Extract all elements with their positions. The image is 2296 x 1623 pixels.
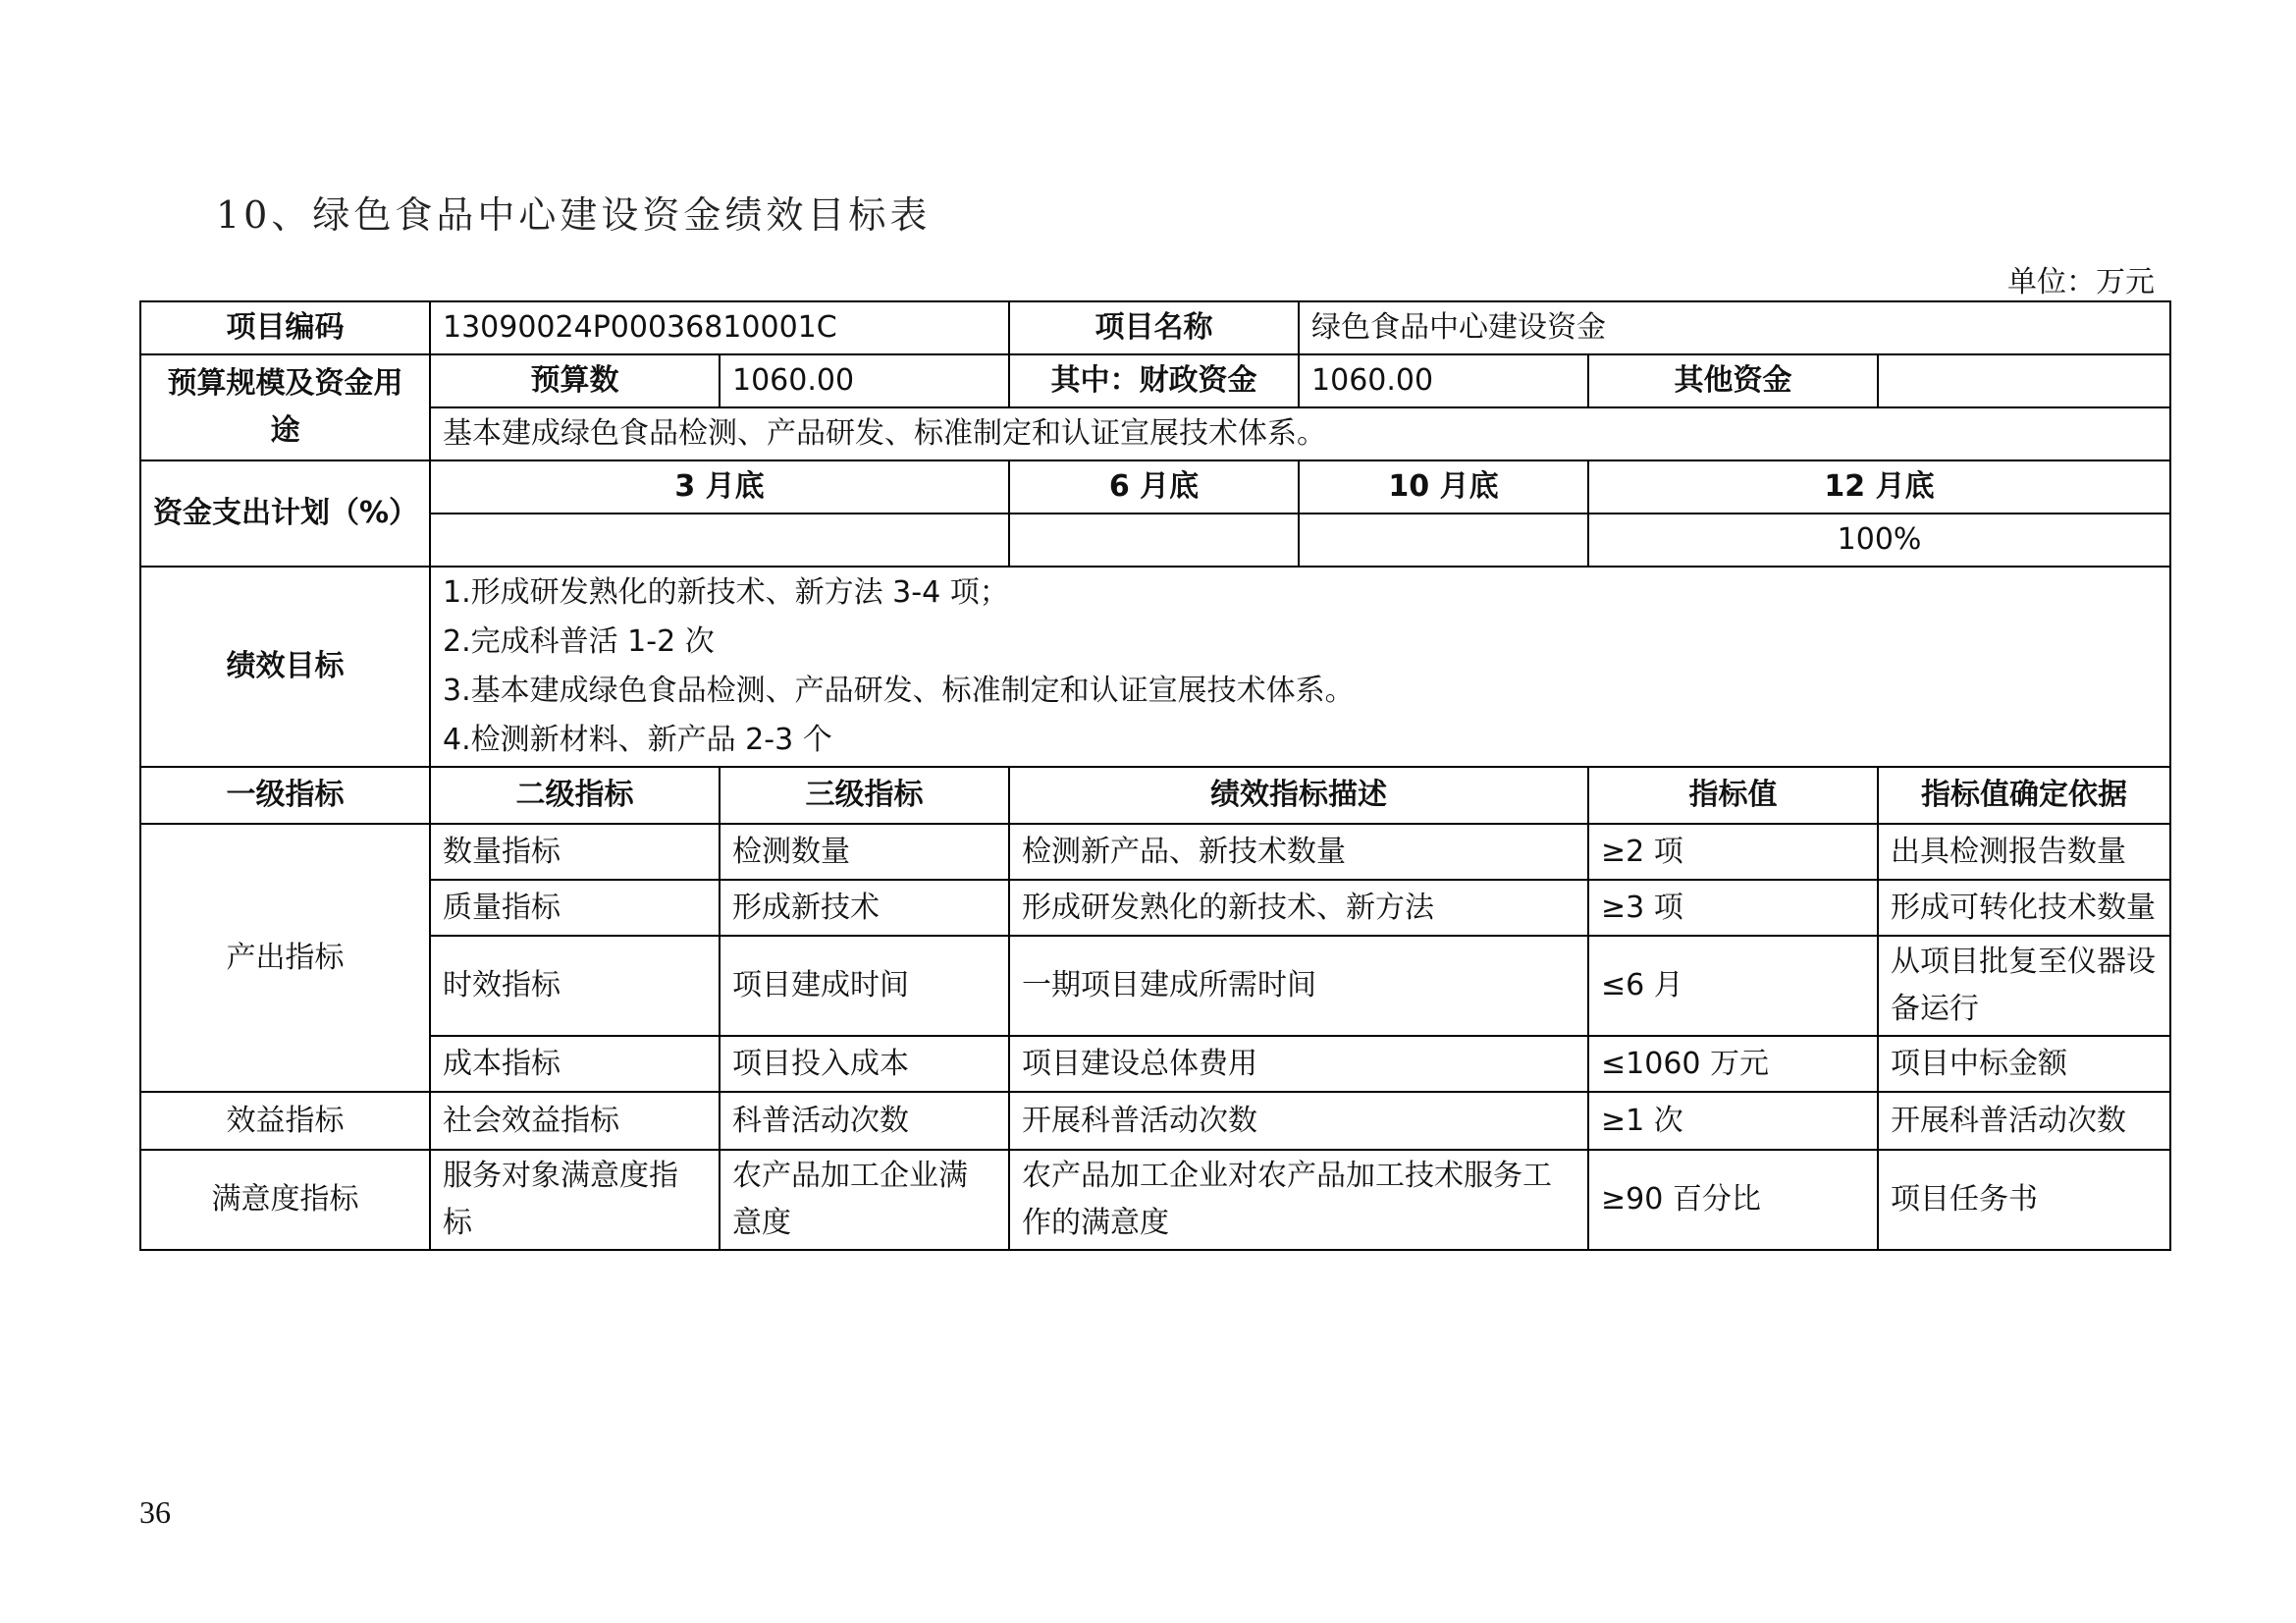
level2-cell: 数量指标 [430, 824, 720, 880]
goals-row [140, 567, 2170, 767]
budget-amount-label: 预算数 [430, 354, 720, 407]
plan-month: 12 月底 [1588, 460, 2170, 514]
value-cell: ≤6 月 [1588, 936, 1878, 1036]
budget-amount: 1060.00 [720, 354, 1009, 407]
header-level2: 二级指标 [430, 767, 720, 824]
level2-cell: 时效指标 [430, 936, 720, 1036]
value-cell: ≤1060 万元 [1588, 1036, 1878, 1092]
performance-target-table [139, 300, 2171, 1251]
level2-cell: 社会效益指标 [430, 1092, 720, 1150]
table-row [140, 1092, 2170, 1150]
plan-month: 6 月底 [1009, 460, 1299, 514]
fiscal-funds: 1060.00 [1299, 354, 1588, 407]
description-cell: 项目建设总体费用 [1009, 1036, 1588, 1092]
indicator-header-row [140, 767, 2170, 824]
level3-cell: 农产品加工企业满意度 [720, 1150, 1009, 1250]
value-cell: ≥2 项 [1588, 824, 1878, 880]
budget-usage: 基本建成绿色食品检测、产品研发、标准制定和认证宣展技术体系。 [430, 407, 2170, 460]
basis-cell: 从项目批复至仪器设备运行 [1878, 936, 2170, 1036]
header-level1: 一级指标 [140, 767, 430, 824]
plan-header-row [140, 460, 2170, 514]
basis-cell: 形成可转化技术数量 [1878, 880, 2170, 936]
document-title: 10、绿色食品中心建设资金绩效目标表 [216, 193, 932, 237]
budget-label: 预算规模及资金用途 [140, 354, 430, 460]
table-row [140, 880, 2170, 936]
plan-value-row [140, 514, 2170, 567]
plan-month: 10 月底 [1299, 460, 1588, 514]
plan-label: 资金支出计划（%） [140, 460, 430, 567]
level2-cell: 成本指标 [430, 1036, 720, 1092]
header-value: 指标值 [1588, 767, 1878, 824]
plan-value [1299, 514, 1588, 567]
basis-cell: 项目中标金额 [1878, 1036, 2170, 1092]
level1-benefit: 效益指标 [140, 1092, 430, 1150]
description-cell: 农产品加工企业对农产品加工技术服务工作的满意度 [1009, 1150, 1588, 1250]
other-funds-label: 其他资金 [1588, 354, 1878, 407]
level2-cell: 服务对象满意度指标 [430, 1150, 720, 1250]
level3-cell: 检测数量 [720, 824, 1009, 880]
basis-cell: 开展科普活动次数 [1878, 1092, 2170, 1150]
description-cell: 形成研发熟化的新技术、新方法 [1009, 880, 1588, 936]
level2-cell: 质量指标 [430, 880, 720, 936]
level3-cell: 项目建成时间 [720, 936, 1009, 1036]
goal-item: 4.检测新材料、新产品 2-3 个 [443, 723, 832, 757]
level3-cell: 项目投入成本 [720, 1036, 1009, 1092]
value-cell: ≥1 次 [1588, 1092, 1878, 1150]
goals-label: 绩效目标 [140, 567, 430, 767]
table-row [140, 1150, 2170, 1250]
plan-value [430, 514, 1009, 567]
unit-label: 单位：万元 [2007, 265, 2155, 299]
description-cell: 开展科普活动次数 [1009, 1092, 1588, 1150]
level3-cell: 形成新技术 [720, 880, 1009, 936]
project-name: 绿色食品中心建设资金 [1299, 301, 2170, 354]
basis-cell: 项目任务书 [1878, 1150, 2170, 1250]
goal-item: 1.形成研发熟化的新技术、新方法 3-4 项； [443, 575, 1009, 610]
value-cell: ≥3 项 [1588, 880, 1878, 936]
description-cell: 一期项目建成所需时间 [1009, 936, 1588, 1036]
table-row [140, 936, 2170, 1036]
header-level3: 三级指标 [720, 767, 1009, 824]
level1-output: 产出指标 [140, 824, 430, 1092]
project-row [140, 301, 2170, 354]
goal-item: 3.基本建成绿色食品检测、产品研发、标准制定和认证宣展技术体系。 [443, 674, 1355, 708]
fiscal-funds-label: 其中：财政资金 [1009, 354, 1299, 407]
value-cell: ≥90 百分比 [1588, 1150, 1878, 1250]
header-description: 绩效指标描述 [1009, 767, 1588, 824]
budget-row [140, 354, 2170, 407]
description-cell: 检测新产品、新技术数量 [1009, 824, 1588, 880]
level3-cell: 科普活动次数 [720, 1092, 1009, 1150]
project-code: 13090024P00036810001C [430, 301, 1009, 354]
header-basis: 指标值确定依据 [1878, 767, 2170, 824]
table-row [140, 1036, 2170, 1092]
page-number: 36 [139, 1494, 171, 1530]
basis-cell: 出具检测报告数量 [1878, 824, 2170, 880]
plan-month: 3 月底 [430, 460, 1009, 514]
project-code-label: 项目编码 [140, 301, 430, 354]
other-funds [1878, 354, 2170, 407]
plan-value: 100% [1588, 514, 2170, 567]
table-row [140, 824, 2170, 880]
level1-satisfaction: 满意度指标 [140, 1150, 430, 1250]
project-name-label: 项目名称 [1009, 301, 1299, 354]
usage-row [140, 407, 2170, 460]
goal-item: 2.完成科普活 1-2 次 [443, 624, 715, 659]
goals-list [430, 567, 2170, 767]
plan-value [1009, 514, 1299, 567]
